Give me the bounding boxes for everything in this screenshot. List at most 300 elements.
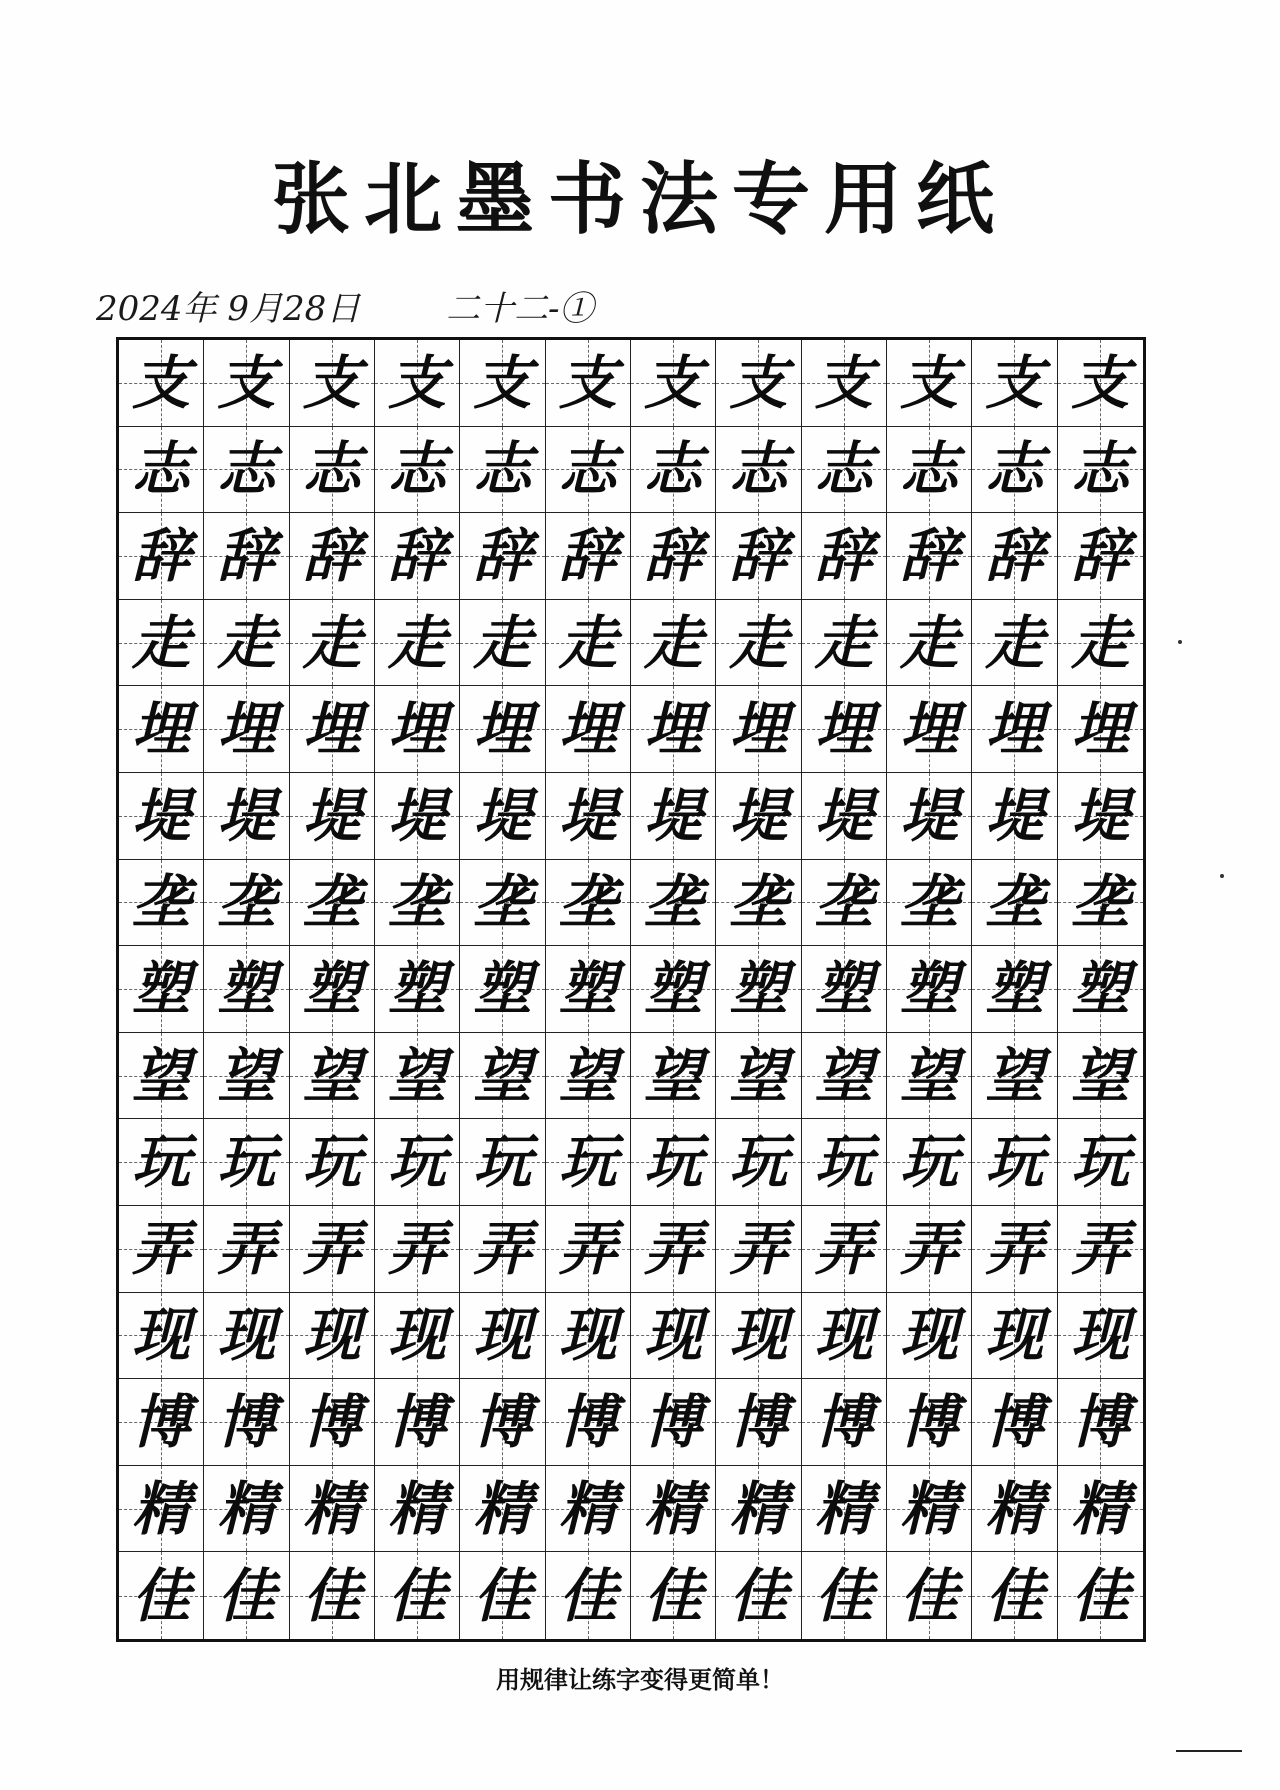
practice-character: 弄 (1071, 1214, 1130, 1283)
practice-character: 精 (302, 1474, 361, 1543)
practice-character: 精 (644, 1474, 703, 1543)
practice-character: 支 (217, 348, 276, 417)
practice-cell (290, 1552, 375, 1639)
practice-cell (546, 946, 631, 1033)
practice-cell (972, 600, 1057, 687)
practice-character: 佳 (217, 1561, 276, 1630)
practice-character: 走 (558, 608, 617, 677)
practice-cell (375, 1552, 460, 1639)
practice-cell (460, 1206, 545, 1293)
practice-character: 玩 (985, 1128, 1044, 1197)
practice-character: 埋 (302, 695, 361, 764)
practice-cell (972, 860, 1057, 947)
practice-character: 现 (729, 1301, 788, 1370)
practice-character: 弄 (729, 1214, 788, 1283)
practice-character: 辞 (814, 521, 873, 590)
practice-cell (375, 600, 460, 687)
practice-character: 精 (558, 1474, 617, 1543)
practice-cell (204, 773, 289, 860)
practice-cell (716, 427, 801, 514)
practice-cell (887, 1293, 972, 1380)
practice-cell (375, 427, 460, 514)
practice-cell (716, 600, 801, 687)
practice-cell (546, 1119, 631, 1206)
practice-cell (204, 600, 289, 687)
practice-character: 埋 (729, 695, 788, 764)
practice-character: 玩 (132, 1128, 191, 1197)
practice-cell (460, 860, 545, 947)
practice-character: 支 (1071, 348, 1130, 417)
practice-character: 堤 (388, 781, 447, 850)
stray-dot (1178, 640, 1182, 644)
practice-character: 博 (985, 1387, 1044, 1456)
practice-character: 辞 (985, 521, 1044, 590)
practice-character: 志 (729, 435, 788, 504)
practice-cell (802, 1552, 887, 1639)
practice-cell (631, 773, 716, 860)
practice-character: 玩 (1071, 1128, 1130, 1197)
practice-cell (119, 1293, 204, 1380)
practice-character: 玩 (217, 1128, 276, 1197)
practice-character: 弄 (132, 1214, 191, 1283)
practice-cell (204, 1293, 289, 1380)
practice-character: 望 (132, 1041, 191, 1110)
practice-cell (1058, 1293, 1143, 1380)
practice-cell (887, 1379, 972, 1466)
practice-cell (1058, 860, 1143, 947)
practice-cell (887, 946, 972, 1033)
practice-cell (972, 1379, 1057, 1466)
practice-cell (204, 1552, 289, 1639)
practice-cell (802, 600, 887, 687)
practice-character: 志 (1071, 435, 1130, 504)
practice-row (119, 1466, 1143, 1553)
practice-cell (290, 513, 375, 600)
practice-cell (119, 600, 204, 687)
practice-character: 玩 (644, 1128, 703, 1197)
practice-row (119, 427, 1143, 514)
practice-character: 佳 (558, 1561, 617, 1630)
practice-character: 堤 (558, 781, 617, 850)
practice-character: 望 (985, 1041, 1044, 1110)
practice-character: 志 (814, 435, 873, 504)
practice-cell (546, 513, 631, 600)
practice-character: 现 (302, 1301, 361, 1370)
practice-character: 堤 (729, 781, 788, 850)
practice-cell (375, 1033, 460, 1120)
practice-cell (119, 773, 204, 860)
practice-cell (290, 1206, 375, 1293)
practice-cell (546, 1466, 631, 1553)
practice-character: 走 (388, 608, 447, 677)
practice-cell (1058, 773, 1143, 860)
practice-character: 埋 (132, 695, 191, 764)
practice-character: 精 (473, 1474, 532, 1543)
practice-cell (546, 1293, 631, 1380)
practice-character: 辞 (388, 521, 447, 590)
practice-cell (972, 1293, 1057, 1380)
practice-character: 垄 (388, 868, 447, 937)
practice-cell (1058, 1206, 1143, 1293)
practice-cell (631, 600, 716, 687)
practice-character: 垄 (985, 868, 1044, 937)
practice-cell (802, 513, 887, 600)
practice-character: 现 (900, 1301, 959, 1370)
practice-cell (972, 686, 1057, 773)
practice-cell (119, 1033, 204, 1120)
practice-character: 垄 (900, 868, 959, 937)
practice-character: 辞 (729, 521, 788, 590)
practice-character: 玩 (558, 1128, 617, 1197)
practice-cell (546, 1206, 631, 1293)
practice-cell (1058, 686, 1143, 773)
practice-character: 望 (729, 1041, 788, 1110)
practice-cell (887, 513, 972, 600)
practice-cell (972, 1119, 1057, 1206)
practice-character: 走 (302, 608, 361, 677)
practice-character: 佳 (132, 1561, 191, 1630)
practice-character: 玩 (729, 1128, 788, 1197)
practice-character: 垄 (217, 868, 276, 937)
practice-cell (375, 860, 460, 947)
practice-cell (802, 946, 887, 1033)
practice-cell (460, 427, 545, 514)
practice-cell (631, 1206, 716, 1293)
practice-cell (546, 773, 631, 860)
practice-cell (119, 1379, 204, 1466)
practice-character: 玩 (900, 1128, 959, 1197)
practice-character: 堤 (302, 781, 361, 850)
practice-cell (631, 427, 716, 514)
practice-cell (119, 427, 204, 514)
practice-character: 玩 (388, 1128, 447, 1197)
practice-character: 精 (814, 1474, 873, 1543)
practice-character: 塑 (217, 954, 276, 1023)
practice-cell (546, 1552, 631, 1639)
practice-character: 走 (1071, 608, 1130, 677)
practice-character: 弄 (473, 1214, 532, 1283)
practice-cell (802, 1033, 887, 1120)
practice-cell (375, 1119, 460, 1206)
practice-cell (631, 1466, 716, 1553)
practice-character: 精 (132, 1474, 191, 1543)
practice-character: 望 (644, 1041, 703, 1110)
practice-cell (1058, 946, 1143, 1033)
practice-cell (204, 860, 289, 947)
practice-cell (290, 946, 375, 1033)
practice-character: 望 (388, 1041, 447, 1110)
practice-cell (1058, 513, 1143, 600)
practice-character: 支 (473, 348, 532, 417)
practice-character: 玩 (814, 1128, 873, 1197)
practice-cell (204, 946, 289, 1033)
practice-row (119, 1119, 1143, 1206)
practice-cell (460, 600, 545, 687)
practice-cell (972, 427, 1057, 514)
practice-cell (375, 513, 460, 600)
practice-cell (887, 1119, 972, 1206)
practice-character: 支 (388, 348, 447, 417)
practice-cell (375, 946, 460, 1033)
practice-cell (887, 1552, 972, 1639)
practice-character: 塑 (388, 954, 447, 1023)
practice-character: 走 (814, 608, 873, 677)
practice-cell (1058, 427, 1143, 514)
sheet-header (96, 284, 1196, 334)
practice-cell (375, 1379, 460, 1466)
corner-mark (1176, 1750, 1242, 1752)
practice-character: 辞 (302, 521, 361, 590)
practice-row (119, 513, 1143, 600)
practice-cell (716, 513, 801, 600)
practice-cell (631, 1552, 716, 1639)
practice-cell (716, 686, 801, 773)
practice-character: 志 (388, 435, 447, 504)
practice-cell (204, 427, 289, 514)
practice-cell (887, 773, 972, 860)
practice-cell (802, 1206, 887, 1293)
practice-character: 辞 (473, 521, 532, 590)
practice-cell (972, 513, 1057, 600)
practice-cell (887, 600, 972, 687)
practice-cell (802, 686, 887, 773)
practice-character: 望 (558, 1041, 617, 1110)
practice-character: 埋 (388, 695, 447, 764)
practice-cell (546, 860, 631, 947)
practice-cell (460, 686, 545, 773)
practice-cell (716, 1466, 801, 1553)
practice-character: 堤 (1071, 781, 1130, 850)
practice-cell (631, 946, 716, 1033)
practice-cell (460, 513, 545, 600)
practice-character: 埋 (1071, 695, 1130, 764)
practice-character: 塑 (814, 954, 873, 1023)
lesson-label: 二十二-① (446, 289, 594, 329)
practice-character: 支 (132, 348, 191, 417)
practice-cell (546, 1033, 631, 1120)
practice-cell (375, 773, 460, 860)
practice-cell (546, 340, 631, 427)
practice-character: 博 (473, 1387, 532, 1456)
practice-cell (460, 1033, 545, 1120)
practice-cell (546, 600, 631, 687)
practice-cell (290, 686, 375, 773)
date-label: 2024年 9月28日 (96, 289, 361, 329)
practice-cell (460, 1293, 545, 1380)
practice-cell (802, 427, 887, 514)
practice-character: 现 (814, 1301, 873, 1370)
practice-cell (972, 773, 1057, 860)
practice-cell (460, 1119, 545, 1206)
practice-cell (972, 1206, 1057, 1293)
practice-cell (290, 860, 375, 947)
practice-character: 现 (1071, 1301, 1130, 1370)
practice-character: 垄 (302, 868, 361, 937)
practice-character: 志 (558, 435, 617, 504)
practice-cell (375, 686, 460, 773)
practice-character: 佳 (900, 1561, 959, 1630)
practice-character: 现 (558, 1301, 617, 1370)
practice-character: 玩 (473, 1128, 532, 1197)
practice-cell (1058, 1379, 1143, 1466)
practice-character: 佳 (388, 1561, 447, 1630)
practice-character: 博 (1071, 1387, 1130, 1456)
practice-character: 埋 (814, 695, 873, 764)
practice-cell (204, 1033, 289, 1120)
practice-cell (1058, 1466, 1143, 1553)
practice-character: 弄 (558, 1214, 617, 1283)
practice-character: 志 (473, 435, 532, 504)
practice-character: 堤 (900, 781, 959, 850)
practice-character: 望 (217, 1041, 276, 1110)
practice-cell (972, 946, 1057, 1033)
practice-character: 支 (814, 348, 873, 417)
practice-cell (631, 860, 716, 947)
practice-character: 支 (302, 348, 361, 417)
practice-character: 辞 (132, 521, 191, 590)
practice-character: 佳 (985, 1561, 1044, 1630)
practice-character: 塑 (985, 954, 1044, 1023)
practice-character: 弄 (814, 1214, 873, 1283)
practice-character: 垄 (644, 868, 703, 937)
practice-character: 堤 (473, 781, 532, 850)
practice-cell (972, 1466, 1057, 1553)
practice-cell (290, 773, 375, 860)
practice-character: 玩 (302, 1128, 361, 1197)
practice-character: 垄 (814, 868, 873, 937)
practice-cell (887, 427, 972, 514)
practice-character: 垄 (558, 868, 617, 937)
practice-character: 辞 (217, 521, 276, 590)
practice-cell (887, 1466, 972, 1553)
practice-character: 望 (1071, 1041, 1130, 1110)
practice-cell (204, 340, 289, 427)
practice-row (119, 946, 1143, 1033)
practice-character: 精 (217, 1474, 276, 1543)
sheet-title: 张北墨书法专用纸 (271, 154, 1008, 245)
practice-row (119, 1293, 1143, 1380)
practice-cell (290, 1119, 375, 1206)
practice-character: 支 (729, 348, 788, 417)
practice-character: 辞 (900, 521, 959, 590)
practice-character: 塑 (473, 954, 532, 1023)
practice-cell (631, 1379, 716, 1466)
practice-cell (716, 1379, 801, 1466)
practice-character: 弄 (985, 1214, 1044, 1283)
practice-character: 精 (1071, 1474, 1130, 1543)
practice-character: 塑 (644, 954, 703, 1023)
practice-character: 弄 (217, 1214, 276, 1283)
practice-cell (204, 686, 289, 773)
practice-cell (887, 860, 972, 947)
practice-character: 博 (644, 1387, 703, 1456)
practice-cell (631, 1119, 716, 1206)
practice-character: 堤 (217, 781, 276, 850)
practice-character: 望 (814, 1041, 873, 1110)
practice-character: 现 (388, 1301, 447, 1370)
practice-cell (887, 1033, 972, 1120)
practice-character: 埋 (985, 695, 1044, 764)
practice-character: 垄 (473, 868, 532, 937)
practice-cell (802, 340, 887, 427)
practice-cell (290, 1466, 375, 1553)
practice-cell (716, 340, 801, 427)
practice-cell (716, 1206, 801, 1293)
practice-cell (119, 1119, 204, 1206)
practice-character: 望 (473, 1041, 532, 1110)
practice-cell (631, 340, 716, 427)
practice-character: 埋 (558, 695, 617, 764)
practice-cell (887, 340, 972, 427)
practice-character: 现 (217, 1301, 276, 1370)
practice-character: 走 (985, 608, 1044, 677)
practice-cell (802, 860, 887, 947)
practice-character: 走 (900, 608, 959, 677)
practice-cell (290, 1379, 375, 1466)
practice-character: 博 (900, 1387, 959, 1456)
footer-slogan: 用规律让练字变得更简单！ (496, 1665, 784, 1694)
practice-cell (716, 773, 801, 860)
practice-character: 埋 (217, 695, 276, 764)
practice-row (119, 773, 1143, 860)
practice-character: 志 (217, 435, 276, 504)
practice-character: 走 (644, 608, 703, 677)
practice-row (119, 1033, 1143, 1120)
practice-cell (546, 1379, 631, 1466)
practice-character: 塑 (558, 954, 617, 1023)
practice-cell (716, 1033, 801, 1120)
practice-character: 支 (558, 348, 617, 417)
practice-character: 博 (217, 1387, 276, 1456)
practice-cell (716, 1293, 801, 1380)
practice-cell (460, 1552, 545, 1639)
practice-character: 塑 (729, 954, 788, 1023)
practice-character: 塑 (900, 954, 959, 1023)
practice-grid (116, 337, 1146, 1642)
practice-character: 垄 (729, 868, 788, 937)
practice-row (119, 1206, 1143, 1293)
practice-cell (802, 1379, 887, 1466)
practice-cell (631, 513, 716, 600)
practice-cell (631, 686, 716, 773)
practice-cell (375, 1206, 460, 1293)
practice-character: 佳 (473, 1561, 532, 1630)
practice-character: 走 (473, 608, 532, 677)
practice-character: 博 (132, 1387, 191, 1456)
practice-character: 志 (302, 435, 361, 504)
practice-cell (290, 1033, 375, 1120)
practice-character: 支 (644, 348, 703, 417)
practice-cell (460, 773, 545, 860)
practice-cell (204, 1466, 289, 1553)
practice-cell (802, 1466, 887, 1553)
practice-character: 垄 (1071, 868, 1130, 937)
practice-cell (716, 946, 801, 1033)
practice-character: 塑 (1071, 954, 1130, 1023)
practice-character: 堤 (814, 781, 873, 850)
practice-cell (716, 1552, 801, 1639)
practice-character: 志 (900, 435, 959, 504)
practice-character: 精 (729, 1474, 788, 1543)
practice-cell (1058, 1552, 1143, 1639)
practice-character: 弄 (644, 1214, 703, 1283)
practice-character: 走 (217, 608, 276, 677)
practice-character: 埋 (473, 695, 532, 764)
practice-character: 弄 (302, 1214, 361, 1283)
practice-character: 博 (388, 1387, 447, 1456)
practice-cell (1058, 600, 1143, 687)
practice-character: 支 (900, 348, 959, 417)
